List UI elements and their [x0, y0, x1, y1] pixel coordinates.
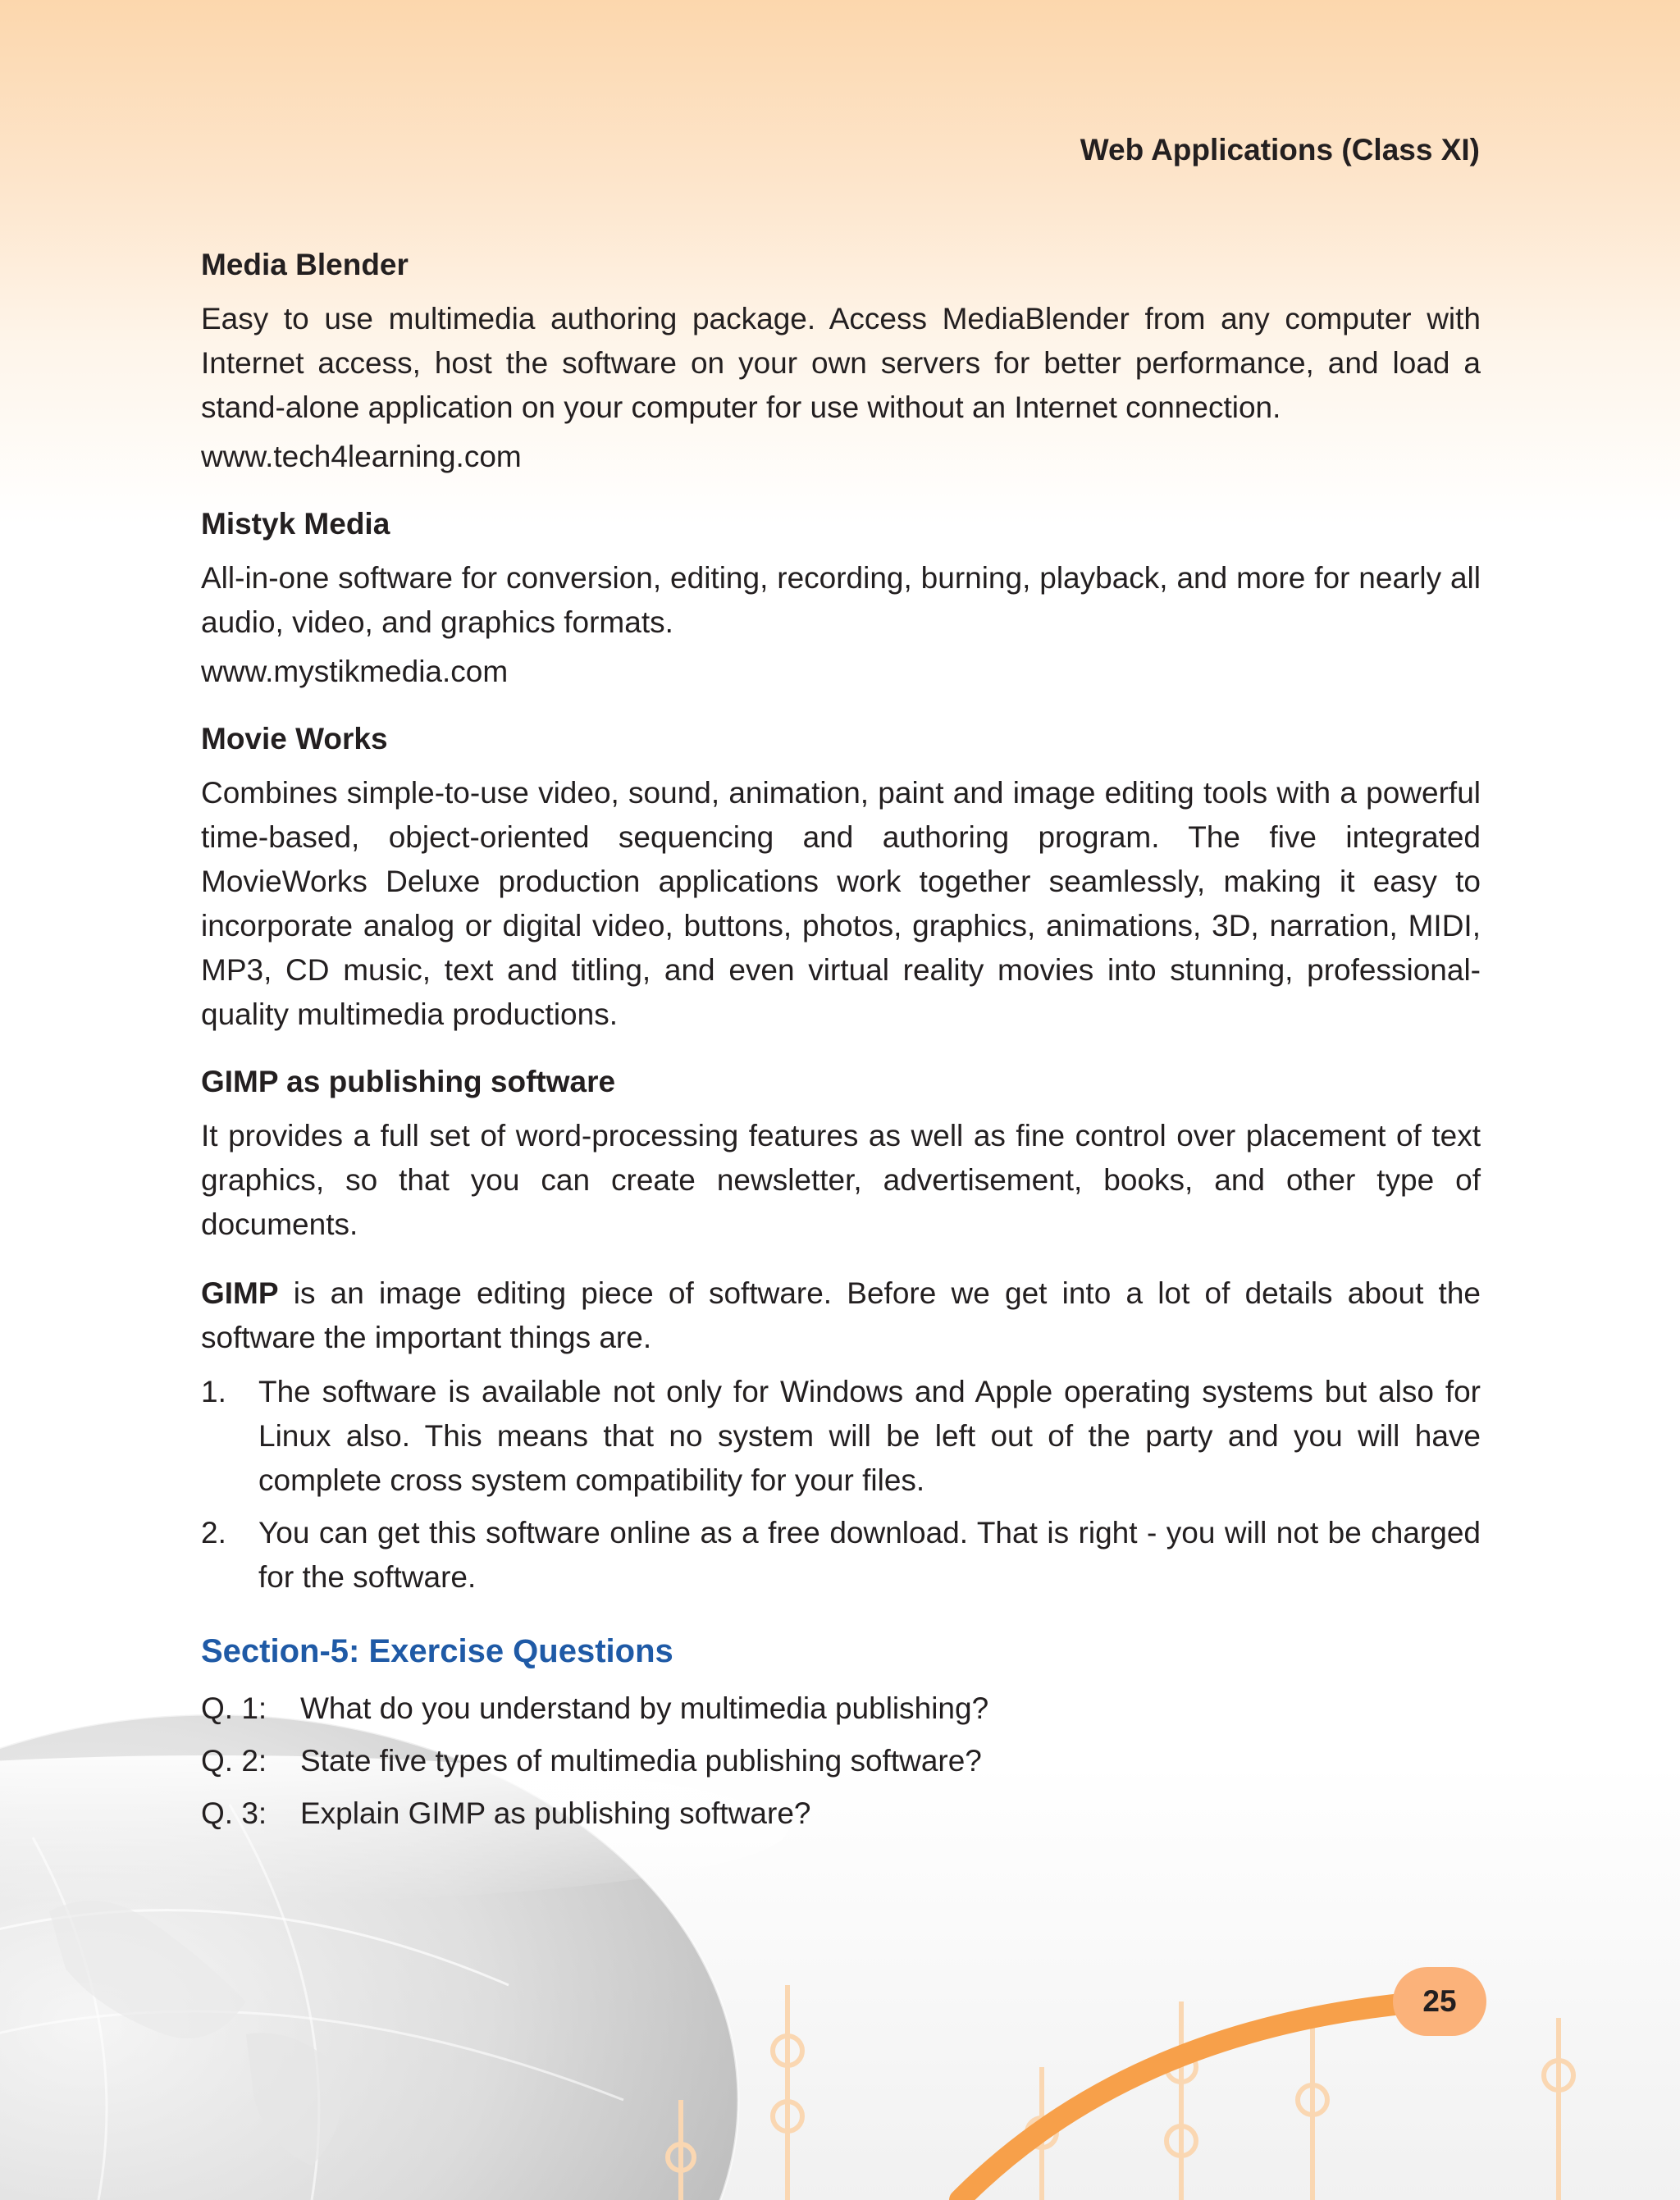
gimp-bold-term: GIMP — [201, 1276, 279, 1310]
question-text: Explain GIMP as publishing software? — [300, 1796, 811, 1830]
list-number: 1. — [201, 1375, 226, 1408]
question-text: State five types of multimedia publishing software? — [300, 1744, 982, 1778]
gimp-points-list — [201, 1370, 1481, 1600]
section-media-blender — [201, 244, 1481, 479]
question-item — [201, 1687, 1481, 1731]
list-item — [201, 1511, 1481, 1600]
page-content — [201, 244, 1481, 1844]
list-item — [201, 1370, 1481, 1503]
section-heading: Mistyk Media — [201, 507, 390, 541]
section-heading: GIMP as publishing software — [201, 1065, 616, 1098]
exercise-heading: Section-5: Exercise Questions — [201, 1633, 673, 1669]
list-text: You can get this software online as a free download. That is right - you will not be charged for the software. — [258, 1516, 1481, 1594]
orange-swoosh — [960, 2001, 1427, 2200]
page-number-badge: 25 — [1393, 1967, 1486, 2036]
section-mistyk-media — [201, 504, 1481, 694]
section-body: It provides a full set of word-processing features as well as fine control over placement of text graphics, so that you can create newsletter, advertisement, books, and other type of documents. — [201, 1119, 1481, 1241]
section-url: www.mystikmedia.com — [201, 655, 509, 688]
section-body: All-in-one software for conversion, editing, recording, burning, playback, and more for nearly all audio, video, and graphics formats. — [201, 561, 1481, 639]
list-number: 2. — [201, 1516, 226, 1550]
section-gimp — [201, 1061, 1481, 1247]
section-heading: Media Blender — [201, 248, 409, 281]
gimp-intro-text: is an image editing piece of software. Before we get into a lot of details about the software the important things are. — [201, 1276, 1481, 1354]
section-heading: Movie Works — [201, 722, 388, 755]
question-text: What do you understand by multimedia publishing? — [300, 1691, 989, 1725]
section-url: www.tech4learning.com — [201, 440, 522, 473]
list-text: The software is available not only for Windows and Apple operating systems but also for Linux also. This means that no system will be left out of the party and you will have complete cross system compatibility for your files. — [258, 1375, 1481, 1497]
section-body: Easy to use multimedia authoring package. Access MediaBlender from any computer with Internet access, host the software on your own servers for better performance, and load a stand-alone application on your computer for use without an Internet connection. — [201, 302, 1481, 424]
section-movie-works — [201, 719, 1481, 1037]
question-number: Q. 1: — [201, 1691, 267, 1725]
question-number: Q. 3: — [201, 1796, 267, 1830]
section-body: Combines simple-to-use video, sound, animation, paint and image editing tools with a powerful time-based, object-oriented sequencing and authoring program. The five integrated MovieWorks Deluxe production applications work together seamlessly, making it easy to incorporate analog or digital video, buttons, photos, graphics, animations, 3D, narration, MIDI, MP3, CD music, text and titling, and even virtual reality movies into stunning, professional-quality multimedia productions. — [201, 776, 1481, 1031]
running-header: Web Applications (Class XI) — [1080, 133, 1480, 167]
question-item — [201, 1739, 1481, 1783]
gimp-intro-paragraph — [201, 1271, 1481, 1360]
question-item — [201, 1791, 1481, 1836]
question-number: Q. 2: — [201, 1744, 267, 1778]
